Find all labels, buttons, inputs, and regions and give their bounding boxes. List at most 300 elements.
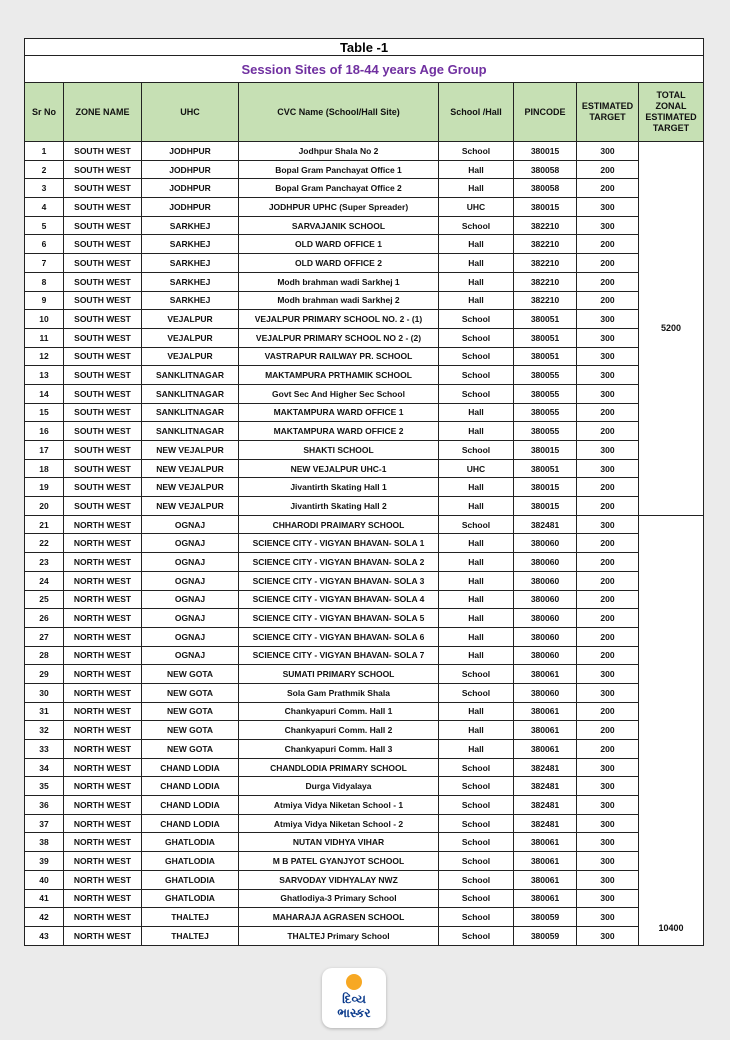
cell-site-type: School (439, 665, 514, 684)
cell-sr-no: 43 (25, 926, 64, 945)
cell-sr-no: 31 (25, 702, 64, 721)
cell-cvc-name: VEJALPUR PRIMARY SCHOOL NO 2 - (2) (239, 328, 439, 347)
table-row (25, 609, 704, 628)
cell-site-type: Hall (439, 291, 514, 310)
table-row (25, 347, 704, 366)
cell-zone-name: NORTH WEST (64, 590, 142, 609)
cell-estimated-target: 300 (577, 833, 639, 852)
cell-sr-no: 29 (25, 665, 64, 684)
cell-uhc: NEW VEJALPUR (142, 478, 239, 497)
cell-pincode: 382481 (514, 777, 577, 796)
cell-uhc: NEW GOTA (142, 683, 239, 702)
cell-sr-no: 24 (25, 571, 64, 590)
cell-estimated-target: 200 (577, 478, 639, 497)
cell-sr-no: 33 (25, 740, 64, 759)
cell-site-type: School (439, 908, 514, 927)
cell-zone-name: SOUTH WEST (64, 328, 142, 347)
cell-estimated-target: 200 (577, 571, 639, 590)
table-row (25, 291, 704, 310)
table-row (25, 777, 704, 796)
cell-sr-no: 13 (25, 366, 64, 385)
zone-total-north-west: 10400 (639, 515, 704, 945)
cell-uhc: CHAND LODIA (142, 777, 239, 796)
table-row (25, 216, 704, 235)
cell-cvc-name: SARVAJANIK SCHOOL (239, 216, 439, 235)
logo-text-line-1: દિવ્ય (342, 992, 366, 1006)
table-row (25, 627, 704, 646)
table-row (25, 235, 704, 254)
cell-site-type: Hall (439, 403, 514, 422)
cell-site-type: UHC (439, 459, 514, 478)
cell-zone-name: NORTH WEST (64, 926, 142, 945)
cell-sr-no: 39 (25, 852, 64, 871)
cell-zone-name: SOUTH WEST (64, 291, 142, 310)
cell-site-type: Hall (439, 590, 514, 609)
cell-uhc: OGNAJ (142, 627, 239, 646)
cell-estimated-target: 200 (577, 534, 639, 553)
cell-zone-name: SOUTH WEST (64, 459, 142, 478)
header-sr-no: Sr No (25, 83, 64, 142)
cell-zone-name: NORTH WEST (64, 796, 142, 815)
table-row (25, 478, 704, 497)
cell-site-type: School (439, 310, 514, 329)
cell-sr-no: 4 (25, 198, 64, 217)
table-row (25, 403, 704, 422)
cell-zone-name: NORTH WEST (64, 515, 142, 534)
cell-cvc-name: SCIENCE CITY - VIGYAN BHAVAN- SOLA 1 (239, 534, 439, 553)
table-row (25, 908, 704, 927)
cell-uhc: JODHPUR (142, 160, 239, 179)
table-subtitle: Session Sites of 18-44 years Age Group (25, 56, 704, 83)
cell-pincode: 382481 (514, 515, 577, 534)
cell-estimated-target: 200 (577, 590, 639, 609)
cell-estimated-target: 300 (577, 142, 639, 161)
cell-estimated-target: 300 (577, 216, 639, 235)
table-row (25, 571, 704, 590)
cell-estimated-target: 200 (577, 291, 639, 310)
header-site-type: School /Hall (439, 83, 514, 142)
table-row (25, 142, 704, 161)
cell-estimated-target: 200 (577, 403, 639, 422)
cell-zone-name: NORTH WEST (64, 814, 142, 833)
cell-site-type: Hall (439, 553, 514, 572)
cell-zone-name: SOUTH WEST (64, 272, 142, 291)
cell-zone-name: SOUTH WEST (64, 347, 142, 366)
cell-pincode: 380060 (514, 571, 577, 590)
table-title: Table -1 (25, 39, 704, 56)
cell-pincode: 380061 (514, 852, 577, 871)
cell-estimated-target: 200 (577, 422, 639, 441)
cell-site-type: Hall (439, 609, 514, 628)
cell-sr-no: 18 (25, 459, 64, 478)
cell-estimated-target: 300 (577, 384, 639, 403)
cell-cvc-name: Atmiya Vidya Niketan School - 2 (239, 814, 439, 833)
cell-sr-no: 20 (25, 497, 64, 516)
cell-cvc-name: SCIENCE CITY - VIGYAN BHAVAN- SOLA 5 (239, 609, 439, 628)
cell-site-type: Hall (439, 254, 514, 273)
cell-uhc: THALTEJ (142, 926, 239, 945)
header-pincode: PINCODE (514, 83, 577, 142)
cell-site-type: Hall (439, 627, 514, 646)
cell-uhc: VEJALPUR (142, 347, 239, 366)
cell-site-type: School (439, 347, 514, 366)
cell-zone-name: NORTH WEST (64, 870, 142, 889)
cell-zone-name: SOUTH WEST (64, 160, 142, 179)
cell-site-type: School (439, 683, 514, 702)
cell-zone-name: SOUTH WEST (64, 478, 142, 497)
cell-cvc-name: Ghatlodiya-3 Primary School (239, 889, 439, 908)
cell-estimated-target: 300 (577, 777, 639, 796)
header-row (25, 83, 704, 142)
header-total-zonal-target: TOTAL ZONAL ESTIMATED TARGET (639, 83, 704, 142)
cell-pincode: 382210 (514, 254, 577, 273)
cell-zone-name: SOUTH WEST (64, 216, 142, 235)
table-row (25, 590, 704, 609)
cell-pincode: 382481 (514, 758, 577, 777)
cell-sr-no: 9 (25, 291, 64, 310)
cell-pincode: 380055 (514, 403, 577, 422)
cell-site-type: School (439, 366, 514, 385)
cell-sr-no: 34 (25, 758, 64, 777)
cell-site-type: Hall (439, 646, 514, 665)
cell-pincode: 380061 (514, 740, 577, 759)
cell-cvc-name: SHAKTI SCHOOL (239, 441, 439, 460)
cell-cvc-name: Sola Gam Prathmik Shala (239, 683, 439, 702)
table-row (25, 179, 704, 198)
table-row (25, 665, 704, 684)
cell-site-type: School (439, 515, 514, 534)
cell-pincode: 380061 (514, 721, 577, 740)
cell-uhc: NEW GOTA (142, 740, 239, 759)
cell-cvc-name: VEJALPUR PRIMARY SCHOOL NO. 2 - (1) (239, 310, 439, 329)
cell-site-type: School (439, 328, 514, 347)
cell-estimated-target: 300 (577, 515, 639, 534)
cell-sr-no: 19 (25, 478, 64, 497)
document-sheet (24, 38, 703, 946)
cell-uhc: JODHPUR (142, 198, 239, 217)
cell-cvc-name: Bopal Gram Panchayat Office 1 (239, 160, 439, 179)
cell-zone-name: NORTH WEST (64, 553, 142, 572)
table-row (25, 272, 704, 291)
cell-zone-name: SOUTH WEST (64, 310, 142, 329)
session-sites-table (24, 38, 704, 946)
cell-estimated-target: 200 (577, 721, 639, 740)
cell-sr-no: 14 (25, 384, 64, 403)
cell-sr-no: 28 (25, 646, 64, 665)
cell-uhc: NEW VEJALPUR (142, 497, 239, 516)
cell-zone-name: SOUTH WEST (64, 179, 142, 198)
cell-site-type: School (439, 796, 514, 815)
cell-sr-no: 7 (25, 254, 64, 273)
cell-zone-name: SOUTH WEST (64, 366, 142, 385)
cell-uhc: SARKHEJ (142, 254, 239, 273)
cell-estimated-target: 200 (577, 553, 639, 572)
cell-pincode: 380055 (514, 366, 577, 385)
cell-estimated-target: 300 (577, 758, 639, 777)
cell-cvc-name: Jodhpur Shala No 2 (239, 142, 439, 161)
cell-uhc: NEW GOTA (142, 721, 239, 740)
cell-pincode: 382481 (514, 796, 577, 815)
cell-pincode: 380015 (514, 441, 577, 460)
cell-site-type: School (439, 384, 514, 403)
cell-sr-no: 1 (25, 142, 64, 161)
cell-estimated-target: 300 (577, 347, 639, 366)
cell-zone-name: SOUTH WEST (64, 403, 142, 422)
cell-uhc: NEW VEJALPUR (142, 459, 239, 478)
table-row (25, 889, 704, 908)
cell-site-type: Hall (439, 534, 514, 553)
cell-estimated-target: 300 (577, 908, 639, 927)
cell-estimated-target: 300 (577, 852, 639, 871)
cell-pincode: 380058 (514, 160, 577, 179)
cell-cvc-name: NEW VEJALPUR UHC-1 (239, 459, 439, 478)
cell-site-type: School (439, 852, 514, 871)
cell-sr-no: 21 (25, 515, 64, 534)
cell-sr-no: 40 (25, 870, 64, 889)
cell-pincode: 380061 (514, 702, 577, 721)
cell-zone-name: NORTH WEST (64, 740, 142, 759)
cell-zone-name: NORTH WEST (64, 609, 142, 628)
cell-pincode: 380060 (514, 553, 577, 572)
cell-estimated-target: 300 (577, 889, 639, 908)
cell-estimated-target: 300 (577, 814, 639, 833)
cell-cvc-name: SCIENCE CITY - VIGYAN BHAVAN- SOLA 2 (239, 553, 439, 572)
cell-site-type: School (439, 216, 514, 235)
cell-estimated-target: 200 (577, 702, 639, 721)
cell-pincode: 380051 (514, 347, 577, 366)
table-row (25, 646, 704, 665)
cell-sr-no: 37 (25, 814, 64, 833)
cell-site-type: School (439, 142, 514, 161)
cell-sr-no: 5 (25, 216, 64, 235)
cell-site-type: Hall (439, 497, 514, 516)
cell-uhc: GHATLODIA (142, 870, 239, 889)
table-row (25, 796, 704, 815)
cell-pincode: 382210 (514, 272, 577, 291)
cell-estimated-target: 200 (577, 609, 639, 628)
cell-estimated-target: 300 (577, 683, 639, 702)
cell-estimated-target: 300 (577, 926, 639, 945)
cell-uhc: OGNAJ (142, 515, 239, 534)
cell-uhc: THALTEJ (142, 908, 239, 927)
cell-estimated-target: 300 (577, 328, 639, 347)
table-row (25, 833, 704, 852)
cell-site-type: Hall (439, 160, 514, 179)
cell-estimated-target: 300 (577, 366, 639, 385)
table-row (25, 852, 704, 871)
cell-pincode: 382210 (514, 235, 577, 254)
logo-text-line-2: ભાસ્કર (337, 1006, 371, 1020)
table-row (25, 384, 704, 403)
table-row (25, 310, 704, 329)
table-row (25, 553, 704, 572)
cell-sr-no: 2 (25, 160, 64, 179)
cell-pincode: 380060 (514, 646, 577, 665)
cell-pincode: 380058 (514, 179, 577, 198)
cell-pincode: 380060 (514, 683, 577, 702)
cell-estimated-target: 300 (577, 870, 639, 889)
cell-pincode: 382210 (514, 291, 577, 310)
cell-uhc: NEW GOTA (142, 702, 239, 721)
cell-zone-name: NORTH WEST (64, 758, 142, 777)
cell-sr-no: 38 (25, 833, 64, 852)
cell-pincode: 382210 (514, 216, 577, 235)
cell-uhc: SANKLITNAGAR (142, 384, 239, 403)
cell-sr-no: 6 (25, 235, 64, 254)
cell-pincode: 380015 (514, 497, 577, 516)
cell-estimated-target: 200 (577, 272, 639, 291)
cell-site-type: Hall (439, 478, 514, 497)
cell-sr-no: 42 (25, 908, 64, 927)
table-row (25, 870, 704, 889)
cell-zone-name: NORTH WEST (64, 702, 142, 721)
cell-site-type: School (439, 777, 514, 796)
cell-estimated-target: 300 (577, 796, 639, 815)
sun-icon (346, 974, 362, 990)
cell-estimated-target: 200 (577, 646, 639, 665)
table-row (25, 422, 704, 441)
table-row (25, 497, 704, 516)
cell-zone-name: SOUTH WEST (64, 384, 142, 403)
cell-zone-name: NORTH WEST (64, 534, 142, 553)
cell-cvc-name: THALTEJ Primary School (239, 926, 439, 945)
cell-cvc-name: SCIENCE CITY - VIGYAN BHAVAN- SOLA 6 (239, 627, 439, 646)
table-body (25, 142, 704, 946)
cell-cvc-name: Jivantirth Skating Hall 2 (239, 497, 439, 516)
header-uhc: UHC (142, 83, 239, 142)
cell-site-type: School (439, 870, 514, 889)
table-row (25, 328, 704, 347)
cell-zone-name: SOUTH WEST (64, 142, 142, 161)
cell-zone-name: NORTH WEST (64, 777, 142, 796)
table-row (25, 160, 704, 179)
cell-pincode: 380059 (514, 908, 577, 927)
cell-sr-no: 10 (25, 310, 64, 329)
cell-estimated-target: 300 (577, 198, 639, 217)
cell-estimated-target: 200 (577, 179, 639, 198)
cell-sr-no: 32 (25, 721, 64, 740)
cell-site-type: Hall (439, 179, 514, 198)
cell-pincode: 380061 (514, 833, 577, 852)
cell-site-type: Hall (439, 422, 514, 441)
cell-site-type: Hall (439, 702, 514, 721)
table-row (25, 721, 704, 740)
cell-uhc: NEW GOTA (142, 665, 239, 684)
cell-uhc: OGNAJ (142, 590, 239, 609)
cell-cvc-name: SCIENCE CITY - VIGYAN BHAVAN- SOLA 4 (239, 590, 439, 609)
cell-cvc-name: Atmiya Vidya Niketan School - 1 (239, 796, 439, 815)
cell-zone-name: NORTH WEST (64, 889, 142, 908)
cell-zone-name: SOUTH WEST (64, 441, 142, 460)
cell-pincode: 380061 (514, 889, 577, 908)
cell-estimated-target: 300 (577, 310, 639, 329)
cell-cvc-name: MAHARAJA AGRASEN SCHOOL (239, 908, 439, 927)
cell-pincode: 380015 (514, 198, 577, 217)
cell-cvc-name: SUMATI PRIMARY SCHOOL (239, 665, 439, 684)
cell-sr-no: 12 (25, 347, 64, 366)
cell-pincode: 380060 (514, 609, 577, 628)
cell-uhc: SANKLITNAGAR (142, 422, 239, 441)
cell-cvc-name: Bopal Gram Panchayat Office 2 (239, 179, 439, 198)
cell-zone-name: SOUTH WEST (64, 497, 142, 516)
cell-cvc-name: SCIENCE CITY - VIGYAN BHAVAN- SOLA 3 (239, 571, 439, 590)
cell-uhc: SARKHEJ (142, 235, 239, 254)
header-estimated-target: ESTIMATED TARGET (577, 83, 639, 142)
cell-uhc: SARKHEJ (142, 272, 239, 291)
cell-pincode: 380055 (514, 384, 577, 403)
cell-sr-no: 3 (25, 179, 64, 198)
cell-zone-name: NORTH WEST (64, 627, 142, 646)
cell-estimated-target: 300 (577, 665, 639, 684)
cell-sr-no: 15 (25, 403, 64, 422)
cell-site-type: Hall (439, 721, 514, 740)
cell-estimated-target: 200 (577, 160, 639, 179)
table-row (25, 198, 704, 217)
cell-cvc-name: MAKTAMPURA WARD OFFICE 2 (239, 422, 439, 441)
cell-cvc-name: OLD WARD OFFICE 1 (239, 235, 439, 254)
cell-uhc: NEW VEJALPUR (142, 441, 239, 460)
cell-site-type: Hall (439, 272, 514, 291)
cell-pincode: 380051 (514, 328, 577, 347)
cell-pincode: 382481 (514, 814, 577, 833)
cell-cvc-name: MAKTAMPURA WARD OFFICE 1 (239, 403, 439, 422)
cell-cvc-name: CHANDLODIA PRIMARY SCHOOL (239, 758, 439, 777)
cell-zone-name: SOUTH WEST (64, 254, 142, 273)
cell-uhc: SANKLITNAGAR (142, 403, 239, 422)
cell-pincode: 380015 (514, 478, 577, 497)
cell-cvc-name: Durga Vidyalaya (239, 777, 439, 796)
divya-bhaskar-logo (322, 968, 386, 1028)
cell-pincode: 380061 (514, 665, 577, 684)
cell-zone-name: SOUTH WEST (64, 235, 142, 254)
cell-pincode: 380051 (514, 310, 577, 329)
cell-uhc: OGNAJ (142, 534, 239, 553)
table-row (25, 534, 704, 553)
cell-uhc: JODHPUR (142, 179, 239, 198)
cell-cvc-name: Chankyapuri Comm. Hall 3 (239, 740, 439, 759)
cell-site-type: Hall (439, 740, 514, 759)
cell-zone-name: NORTH WEST (64, 721, 142, 740)
cell-uhc: SARKHEJ (142, 216, 239, 235)
cell-pincode: 380055 (514, 422, 577, 441)
cell-uhc: GHATLODIA (142, 889, 239, 908)
cell-zone-name: NORTH WEST (64, 833, 142, 852)
cell-estimated-target: 200 (577, 235, 639, 254)
cell-cvc-name: M B PATEL GYANJYOT SCHOOL (239, 852, 439, 871)
header-cvc-name: CVC Name (School/Hall Site) (239, 83, 439, 142)
header-zone-name: ZONE NAME (64, 83, 142, 142)
cell-cvc-name: Jivantirth Skating Hall 1 (239, 478, 439, 497)
table-row (25, 254, 704, 273)
cell-sr-no: 22 (25, 534, 64, 553)
cell-pincode: 380059 (514, 926, 577, 945)
table-row (25, 441, 704, 460)
cell-sr-no: 36 (25, 796, 64, 815)
cell-cvc-name: VASTRAPUR RAILWAY PR. SCHOOL (239, 347, 439, 366)
cell-estimated-target: 200 (577, 497, 639, 516)
cell-site-type: Hall (439, 571, 514, 590)
cell-sr-no: 8 (25, 272, 64, 291)
cell-cvc-name: CHHARODI PRAIMARY SCHOOL (239, 515, 439, 534)
cell-zone-name: NORTH WEST (64, 908, 142, 927)
cell-sr-no: 27 (25, 627, 64, 646)
cell-cvc-name: OLD WARD OFFICE 2 (239, 254, 439, 273)
cell-sr-no: 41 (25, 889, 64, 908)
cell-cvc-name: SARVODAY VIDHYALAY NWZ (239, 870, 439, 889)
cell-site-type: School (439, 889, 514, 908)
cell-zone-name: NORTH WEST (64, 646, 142, 665)
cell-estimated-target: 200 (577, 627, 639, 646)
